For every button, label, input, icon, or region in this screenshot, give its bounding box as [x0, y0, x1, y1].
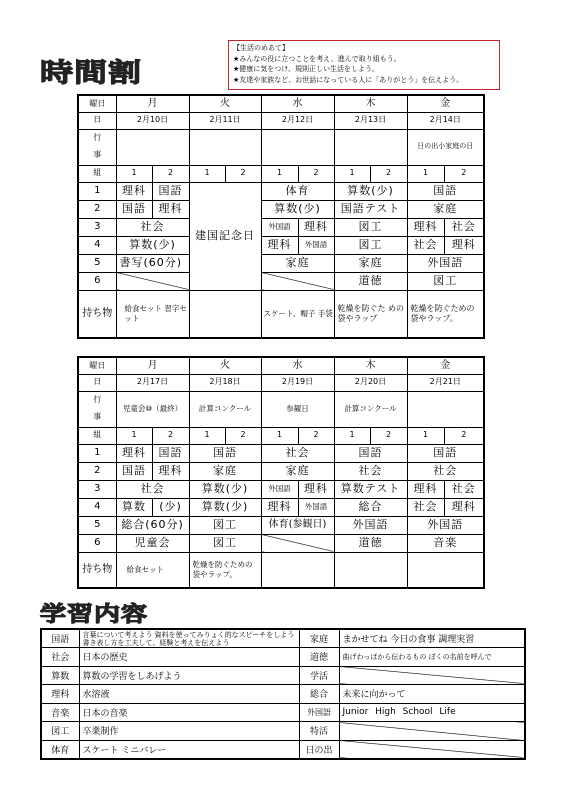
- period-1: 1: [78, 182, 116, 200]
- subject-content: まかせてね 今日の食事 調理実習: [339, 629, 525, 648]
- w2-fri-p6: 音楽: [407, 534, 484, 552]
- items-wed: スケート、帽子 手袋: [261, 290, 334, 338]
- group-2: 2: [152, 165, 189, 182]
- w2-wed-p6-empty: [261, 534, 334, 552]
- day-fri: 金: [407, 357, 484, 374]
- w1-thu-p4: 図工: [334, 236, 407, 254]
- subject-content: 卒業制作: [79, 722, 299, 741]
- period-1: 1: [78, 444, 116, 462]
- w2-tue-p5: 図工: [189, 516, 261, 534]
- w2-wed-p2: 家庭: [261, 462, 334, 480]
- group-2: 2: [298, 165, 334, 182]
- goal-item-2: ★健康に気をつけ、規則正しい生活をしよう。: [233, 65, 379, 73]
- w1-mon-p1-g1: 理科: [116, 182, 152, 200]
- day-mon: 月: [116, 357, 189, 374]
- items-thu: 乾燥を防ぐた めの袋やラップ: [334, 290, 407, 338]
- group-1: 1: [189, 427, 225, 444]
- w1-mon-p1-g2: 国語: [152, 182, 189, 200]
- date-mon: 2月17日: [116, 374, 189, 391]
- w2-thu-p1: 国語: [334, 444, 407, 462]
- date-wed: 2月12日: [261, 112, 334, 129]
- subject-name: 外国語: [299, 703, 339, 722]
- period-6: 6: [78, 272, 116, 290]
- w1-fri-p1: 国語: [407, 182, 484, 200]
- subject-name: 音楽: [41, 703, 79, 722]
- date-thu: 2月20日: [334, 374, 407, 391]
- w2-tue-p2: 家庭: [189, 462, 261, 480]
- subject-content: 日本の音楽: [79, 703, 299, 722]
- subject-content-empty: [339, 666, 525, 685]
- w1-mon-p5: 書写(60分): [116, 254, 189, 272]
- w2-fri-p2: 社会: [407, 462, 484, 480]
- group-1: 1: [407, 165, 444, 182]
- event-fri: 日の出小家庭の日: [407, 129, 484, 165]
- event-thu: [334, 129, 407, 165]
- period-3: 3: [78, 218, 116, 236]
- w2-wed-p4-g1: 理科: [261, 498, 298, 516]
- items-mon: 給食セット 習字セット: [116, 290, 189, 338]
- group-1: 1: [407, 427, 444, 444]
- group-1: 1: [116, 427, 152, 444]
- date-fri: 2月14日: [407, 112, 484, 129]
- w1-mon-p2-g2: 理科: [152, 200, 189, 218]
- event-tue: 計算コンクール: [189, 391, 261, 427]
- subject-name: 算数: [41, 666, 79, 685]
- w1-wed-p5: 家庭: [261, 254, 334, 272]
- group-1: 1: [334, 427, 370, 444]
- subject-name: 家庭: [299, 629, 339, 648]
- weekday-label: 曜日: [78, 95, 116, 112]
- w1-fri-p4-g1: 社会: [407, 236, 444, 254]
- w1-wed-p2: 算数(少): [261, 200, 334, 218]
- w1-thu-p3: 図工: [334, 218, 407, 236]
- w1-fri-p3-g1: 理科: [407, 218, 444, 236]
- w2-wed-p4-g2: 外国語: [298, 498, 334, 516]
- w1-fri-p4-g2: 理科: [444, 236, 484, 254]
- subject-content: 水溶液: [79, 685, 299, 704]
- items-tue: 乾燥を防ぐための 袋やラップ。: [189, 552, 261, 588]
- w2-wed-p5: 体育(参観日): [261, 516, 334, 534]
- schedule-title: 時間割: [40, 56, 142, 88]
- day-thu: 木: [334, 95, 407, 112]
- event-fri: [407, 391, 484, 427]
- date-wed: 2月19日: [261, 374, 334, 391]
- group-1: 1: [261, 427, 298, 444]
- timetable-week1: [77, 94, 485, 339]
- w2-thu-p4: 総合: [334, 498, 407, 516]
- w2-mon-p2-g2: 理科: [152, 462, 189, 480]
- subject-name: 理科: [41, 685, 79, 704]
- group-2: 2: [444, 165, 484, 182]
- subject-name: 総合: [299, 685, 339, 704]
- items-tue: [189, 290, 261, 338]
- goals-title: 【生活のめあて】: [233, 44, 289, 52]
- w2-thu-p6: 道徳: [334, 534, 407, 552]
- w1-fri-p2: 家庭: [407, 200, 484, 218]
- w2-tue-p3: 算数(少): [189, 480, 261, 498]
- subject-content-empty: [339, 722, 525, 741]
- w2-fri-p3-g2: 社会: [444, 480, 484, 498]
- w1-mon-p2-g1: 国語: [116, 200, 152, 218]
- group-2: 2: [370, 427, 407, 444]
- items-mon: 給食セット: [116, 552, 189, 588]
- subject-content: 日本の歴史: [79, 648, 299, 667]
- w2-mon-p5: 総合(60分): [116, 516, 189, 534]
- w1-thu-p6: 道徳: [334, 272, 407, 290]
- weekday-label: 曜日: [78, 357, 116, 374]
- group-label: 組: [78, 427, 116, 444]
- subject-name: 学活: [299, 666, 339, 685]
- items-label: 持ち物: [78, 552, 116, 588]
- w2-tue-p4: 算数(少): [189, 498, 261, 516]
- w2-mon-p6: 児童会: [116, 534, 189, 552]
- subject-name: 特活: [299, 722, 339, 741]
- day-mon: 月: [116, 95, 189, 112]
- w2-fri-p1: 国語: [407, 444, 484, 462]
- w1-fri-p6: 図工: [407, 272, 484, 290]
- w2-mon-p1-g2: 国語: [152, 444, 189, 462]
- group-label: 組: [78, 165, 116, 182]
- period-5: 5: [78, 254, 116, 272]
- group-1: 1: [116, 165, 152, 182]
- subject-content: 曲げわっぱから伝わるもの ぼくの名前を呼んで: [339, 648, 525, 667]
- w1-wed-p1: 体育: [261, 182, 334, 200]
- w1-fri-p5: 外国語: [407, 254, 484, 272]
- w2-fri-p4-g2: 理科: [444, 498, 484, 516]
- w1-fri-p3-g2: 社会: [444, 218, 484, 236]
- w2-thu-p2: 社会: [334, 462, 407, 480]
- date-thu: 2月13日: [334, 112, 407, 129]
- date-fri: 2月21日: [407, 374, 484, 391]
- subject-content: Junior High School Life: [339, 703, 525, 722]
- events-label: 行 事: [78, 129, 116, 165]
- w2-fri-p5: 外国語: [407, 516, 484, 534]
- event-wed: [261, 129, 334, 165]
- group-1: 1: [334, 165, 370, 182]
- items-fri: 乾燥を防ぐための 袋やラップ。: [407, 290, 484, 338]
- w1-mon-p3: 社会: [116, 218, 189, 236]
- date-label: 日: [78, 374, 116, 391]
- w1-thu-p1: 算数(少): [334, 182, 407, 200]
- subject-content: 未来に向かって: [339, 685, 525, 704]
- group-2: 2: [444, 427, 484, 444]
- subject-content: 算数の学習をしあげよう: [79, 666, 299, 685]
- events-label: 行 事: [78, 391, 116, 427]
- subject-name: 日の出: [299, 740, 339, 759]
- group-2: 2: [225, 427, 261, 444]
- w1-mon-p4: 算数(少): [116, 236, 189, 254]
- period-6: 6: [78, 534, 116, 552]
- subject-content-empty: [339, 740, 525, 759]
- w2-mon-p4-g2: (少): [152, 498, 189, 516]
- day-wed: 水: [261, 95, 334, 112]
- w1-wed-p4-g2: 外国語: [298, 236, 334, 254]
- day-fri: 金: [407, 95, 484, 112]
- study-title: 学習内容: [40, 602, 149, 627]
- study-content-table: [40, 628, 526, 760]
- subject-content: スケート ミニバレー: [79, 740, 299, 759]
- subject-name: 社会: [41, 648, 79, 667]
- event-mon: [116, 129, 189, 165]
- day-wed: 水: [261, 357, 334, 374]
- items-wed: [261, 552, 334, 588]
- w2-mon-p3: 社会: [116, 480, 189, 498]
- day-tue: 火: [189, 357, 261, 374]
- period-2: 2: [78, 200, 116, 218]
- day-tue: 火: [189, 95, 261, 112]
- day-thu: 木: [334, 357, 407, 374]
- group-2: 2: [225, 165, 261, 182]
- goal-item-3: ★友達や家族など、お世話になっている人に「ありがとう」を伝えよう。: [233, 75, 464, 84]
- subject-name: 図工: [41, 722, 79, 741]
- group-2: 2: [152, 427, 189, 444]
- w1-wed-p3-g1: 外国語: [261, 218, 298, 236]
- subject-name: 道徳: [299, 648, 339, 667]
- w1-tue-holiday: 建国記念日: [189, 182, 261, 290]
- w2-fri-p3-g1: 理科: [407, 480, 444, 498]
- w2-thu-p5: 外国語: [334, 516, 407, 534]
- w1-wed-p4-g1: 理科: [261, 236, 298, 254]
- subject-name: 国語: [41, 629, 79, 648]
- group-1: 1: [189, 165, 225, 182]
- subject-content: 言葉について考えよう 資料を使ってみりょく的なスピーチをしよう 書き表し方を工夫して、経験と考えを伝えよう: [79, 629, 299, 648]
- period-3: 3: [78, 480, 116, 498]
- w2-mon-p1-g1: 理科: [116, 444, 152, 462]
- date-mon: 2月10日: [116, 112, 189, 129]
- group-2: 2: [370, 165, 407, 182]
- items-thu: [334, 552, 407, 588]
- period-4: 4: [78, 236, 116, 254]
- goal-item-1: ★みんなの役に立つことを考え、進んで取り組もう。: [233, 54, 401, 63]
- w2-tue-p6: 図工: [189, 534, 261, 552]
- period-4: 4: [78, 498, 116, 516]
- period-2: 2: [78, 462, 116, 480]
- w2-wed-p1: 社会: [261, 444, 334, 462]
- w1-thu-p5: 家庭: [334, 254, 407, 272]
- items-label: 持ち物: [78, 290, 116, 338]
- w2-wed-p3-g1: 外国語: [261, 480, 298, 498]
- group-1: 1: [261, 165, 298, 182]
- w1-mon-p6-empty: [116, 272, 189, 290]
- w2-mon-p4-g1: 算数: [116, 498, 152, 516]
- w1-wed-p6-empty: [261, 272, 334, 290]
- w2-mon-p2-g1: 国語: [116, 462, 152, 480]
- event-wed: 参観日: [261, 391, 334, 427]
- timetable-week2: [77, 356, 485, 589]
- w1-thu-p2: 国語テスト: [334, 200, 407, 218]
- w2-wed-p3-g2: 理科: [298, 480, 334, 498]
- period-5: 5: [78, 516, 116, 534]
- goals-box: [228, 40, 500, 90]
- w2-thu-p3: 算数テスト: [334, 480, 407, 498]
- w2-fri-p4-g1: 社会: [407, 498, 444, 516]
- w2-tue-p1: 国語: [189, 444, 261, 462]
- event-thu: 計算コンクール: [334, 391, 407, 427]
- event-mon: 児童会⑩（最終）: [116, 391, 189, 427]
- subject-name: 体育: [41, 740, 79, 759]
- date-tue: 2月18日: [189, 374, 261, 391]
- group-2: 2: [298, 427, 334, 444]
- date-tue: 2月11日: [189, 112, 261, 129]
- event-tue: [189, 129, 261, 165]
- items-fri: [407, 552, 484, 588]
- date-label: 日: [78, 112, 116, 129]
- w1-wed-p3-g2: 理科: [298, 218, 334, 236]
